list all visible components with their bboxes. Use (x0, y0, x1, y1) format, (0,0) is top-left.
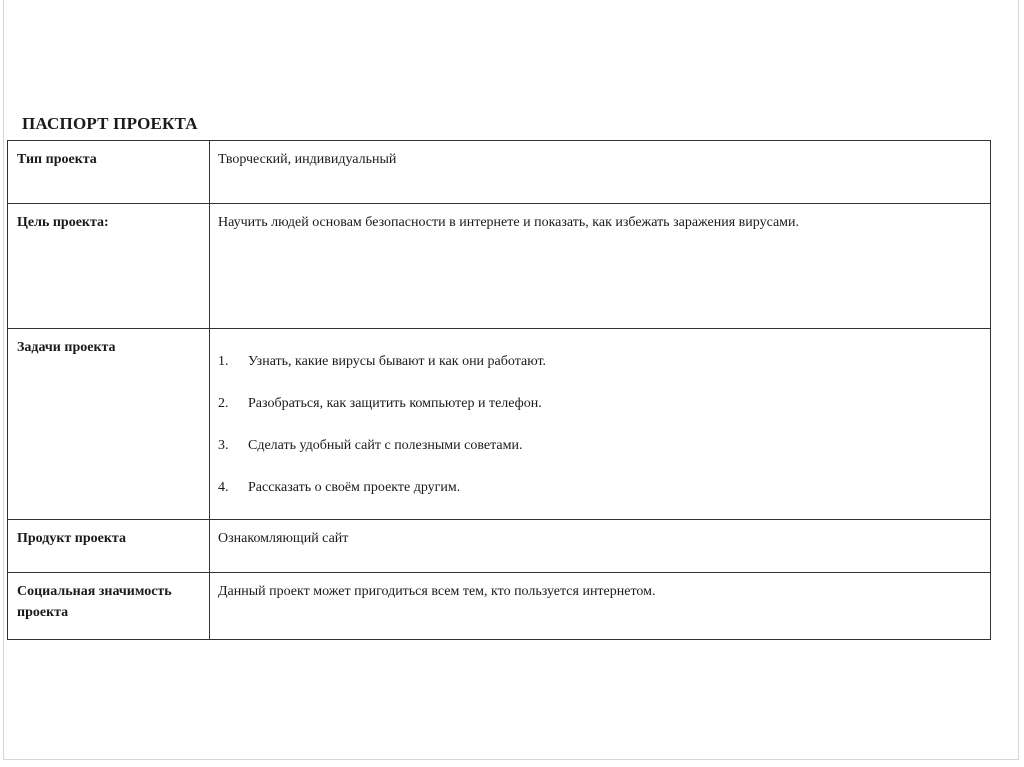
task-item (218, 477, 982, 498)
row-label-product: Продукт проекта (8, 520, 210, 573)
task-number: 3. (218, 438, 229, 453)
task-item (218, 351, 982, 372)
page-title: ПАСПОРТ ПРОЕКТА (22, 114, 198, 133)
row-value-product: Ознакомляющий сайт (210, 520, 991, 573)
row-label-goal: Цель проекта: (8, 204, 210, 329)
table-row-type (8, 141, 991, 204)
row-value-type: Творческий, индивидуальный (210, 141, 991, 204)
task-number: 4. (218, 480, 229, 495)
task-item (218, 393, 982, 414)
row-label-type: Тип проекта (8, 141, 210, 204)
task-number: 1. (218, 354, 229, 369)
row-value-goal: Научить людей основам безопасности в интернете и показать, как избежать заражения вирусами. (210, 204, 991, 329)
row-label-tasks: Задачи проекта (8, 329, 210, 520)
task-item (218, 435, 982, 456)
task-number: 2. (218, 396, 229, 411)
task-text: Рассказать о своём проекте другим. (248, 480, 461, 495)
row-value-social: Данный проект может пригодиться всем тем, кто пользуется интернетом. (210, 573, 991, 640)
table-row-tasks (8, 329, 991, 520)
row-label-social: Социальная значимость проекта (8, 573, 210, 640)
table-row-goal (8, 204, 991, 329)
task-text: Разобраться, как защитить компьютер и телефон. (248, 396, 542, 411)
project-passport-table (7, 140, 991, 640)
task-text: Сделать удобный сайт с полезными советами. (248, 438, 523, 453)
task-text: Узнать, какие вирусы бывают и как они работают. (248, 354, 547, 369)
row-value-tasks (210, 329, 991, 520)
table-row-product (8, 520, 991, 573)
task-list (218, 351, 982, 498)
table-row-social (8, 573, 991, 640)
